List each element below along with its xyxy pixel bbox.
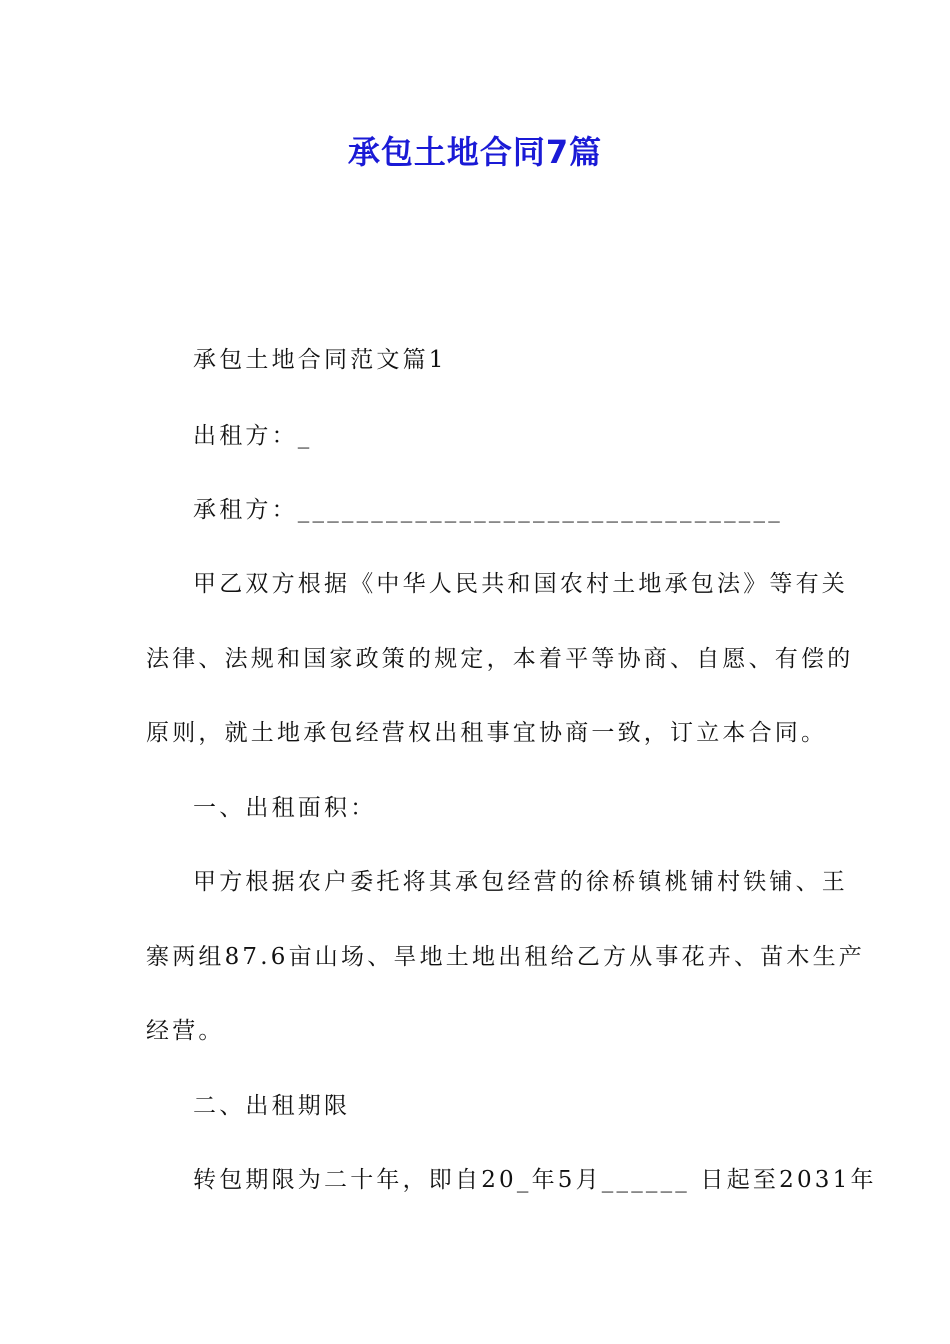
paragraph-line: 法律、法规和国家政策的规定，本着平等协商、自愿、有偿的 xyxy=(146,646,854,672)
paragraph-line: 甲方根据农户委托将其承包经营的徐桥镇桃铺村铁铺、王 xyxy=(193,869,848,895)
document-title: 承包土地合同7篇 xyxy=(347,133,603,171)
clause-heading-term: 二、出租期限 xyxy=(193,1093,351,1119)
paragraph-line: 寨两组87.6亩山场、旱地土地出租给乙方从事花卉、苗木生产 xyxy=(146,944,866,970)
lessee-field: 承租方：_________________________________ xyxy=(193,497,783,523)
paragraph-line: 甲乙双方根据《中华人民共和国农村土地承包法》等有关 xyxy=(193,571,848,597)
section-heading: 承包土地合同范文篇1 xyxy=(193,347,447,373)
lessor-field: 出租方：_ xyxy=(193,423,313,449)
clause-heading-area: 一、出租面积： xyxy=(193,795,377,821)
paragraph-line: 经营。 xyxy=(146,1018,225,1044)
paragraph-line: 转包期限为二十年，即自20_年5月______ 日起至2031年 xyxy=(193,1167,877,1193)
paragraph-line: 原则，就土地承包经营权出租事宜协商一致，订立本合同。 xyxy=(146,720,828,746)
